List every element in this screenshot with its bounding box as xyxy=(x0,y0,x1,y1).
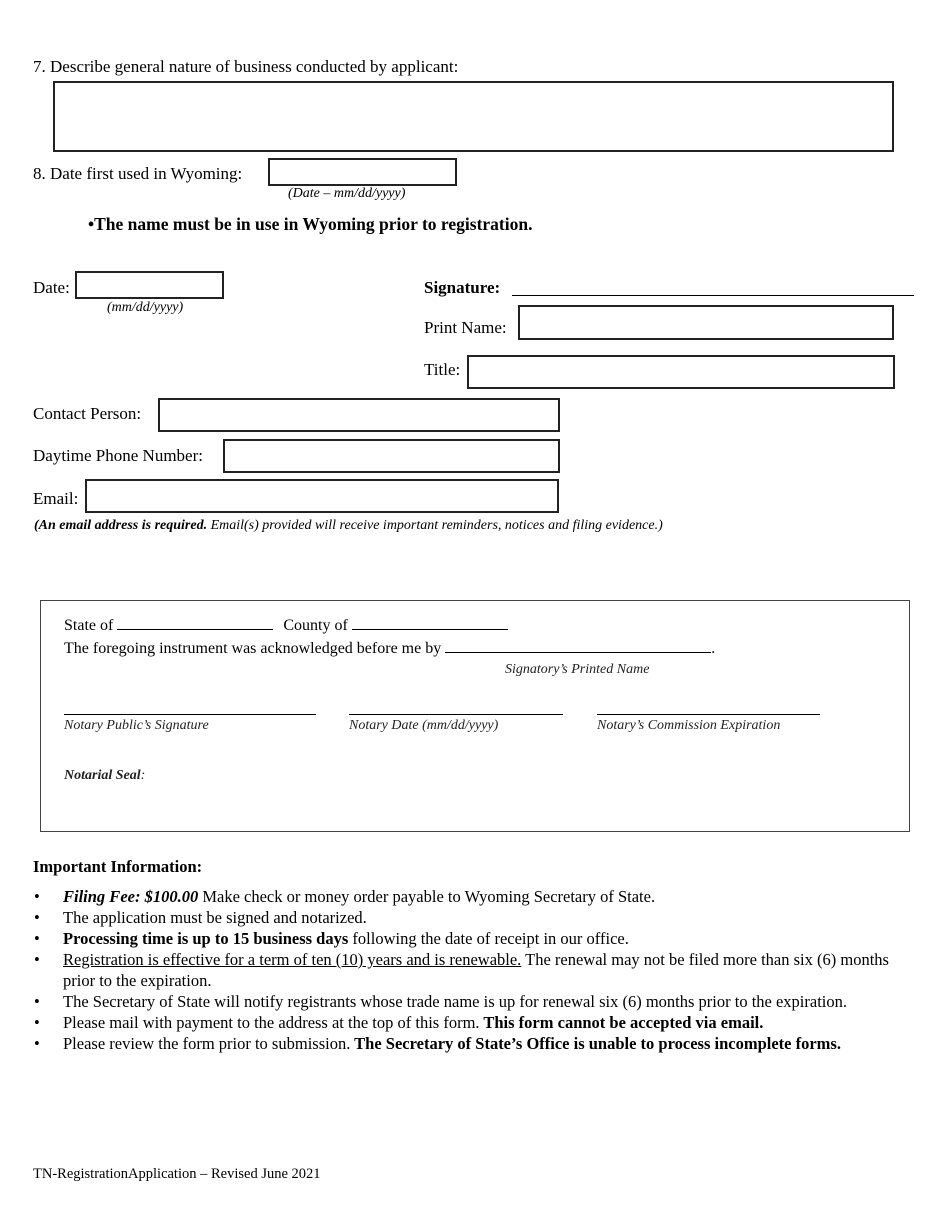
notary-signature-line[interactable] xyxy=(64,714,316,715)
county-blank[interactable] xyxy=(352,628,508,630)
notarial-seal-label xyxy=(64,768,145,784)
q8-date-hint: (Date – mm/dd/yyyy) xyxy=(288,186,406,201)
filing-fee: Filing Fee: $100.00 xyxy=(63,887,199,906)
state-blank[interactable] xyxy=(117,628,273,630)
processing-time-detail: following the date of receipt in our office. xyxy=(348,929,629,948)
notary-date-line[interactable] xyxy=(349,714,563,715)
title-field[interactable] xyxy=(467,355,895,389)
list-item xyxy=(34,928,894,949)
daytime-phone-field[interactable] xyxy=(223,439,560,473)
filing-fee-detail: Make check or money order payable to Wyoming Secretary of State. xyxy=(198,887,656,906)
notary-section xyxy=(40,600,910,832)
list-item xyxy=(34,886,894,907)
email-note-detail: Email(s) provided will receive important reminders, notices and filing evidence.) xyxy=(207,518,663,533)
bullet: • xyxy=(34,1034,40,1053)
signature-label: Signature: xyxy=(424,278,501,297)
acknowledged-period: . xyxy=(711,640,716,657)
date-first-used-field[interactable] xyxy=(268,158,457,186)
q7-label: 7. Describe general nature of business conducted by applicant: xyxy=(33,57,459,76)
print-name-label: Print Name: xyxy=(424,318,507,337)
notary-date-caption: Notary Date (mm/dd/yyyy) xyxy=(349,718,499,733)
email-label: Email: xyxy=(33,489,79,508)
date-label: Date: xyxy=(33,278,70,297)
form-footer: TN-RegistrationApplication – Revised June 2021 xyxy=(33,1166,321,1182)
review-instructions: Please review the form prior to submission. xyxy=(63,1034,351,1053)
list-item xyxy=(34,1033,894,1054)
signature-line[interactable] xyxy=(512,295,914,296)
notarize-requirement: The application must be signed and notarized. xyxy=(63,908,367,927)
list-item xyxy=(34,949,894,991)
signature-date-field[interactable] xyxy=(75,271,224,299)
q8-label: 8. Date first used in Wyoming: xyxy=(33,164,243,183)
contact-person-label: Contact Person: xyxy=(33,404,142,423)
signature-date-hint: (mm/dd/yyyy) xyxy=(107,300,184,315)
email-note-required: (An email address is required. xyxy=(34,518,208,533)
renewal-notice: The Secretary of State will notify registrants whose trade name is up for renewal six (6) months prior to the expiration. xyxy=(63,992,847,1011)
commission-expiration-line[interactable] xyxy=(597,714,820,715)
bullet: • xyxy=(34,929,40,948)
signatory-printed-name-caption: Signatory’s Printed Name xyxy=(505,662,650,677)
bullet: • xyxy=(34,1013,40,1032)
list-item xyxy=(34,991,894,1012)
business-description-field[interactable] xyxy=(53,81,894,152)
list-item xyxy=(34,1012,894,1033)
mail-instructions: Please mail with payment to the address at the top of this form. xyxy=(63,1013,480,1032)
notarial-seal-colon: : xyxy=(140,768,146,783)
commission-expiration-caption: Notary’s Commission Expiration xyxy=(597,718,781,733)
registration-term: Registration is effective for a term of ten (10) years and is renewable. xyxy=(63,950,522,969)
title-label: Title: xyxy=(424,360,461,379)
no-email-notice: This form cannot be accepted via email. xyxy=(479,1013,764,1032)
signatory-name-blank[interactable] xyxy=(445,651,711,653)
bullet: • xyxy=(34,887,40,906)
bullet: • xyxy=(34,992,40,1011)
state-of-label: State of xyxy=(64,617,114,634)
processing-time: Processing time is up to 15 business days xyxy=(63,929,349,948)
incomplete-forms-notice: The Secretary of State’s Office is unable to process incomplete forms. xyxy=(350,1034,841,1053)
bullet: • xyxy=(34,950,40,969)
notarial-seal-text: Notarial Seal xyxy=(64,768,141,783)
county-of-label: County of xyxy=(283,617,348,634)
notary-signature-caption: Notary Public’s Signature xyxy=(64,718,209,733)
print-name-field[interactable] xyxy=(518,305,894,340)
important-info-list xyxy=(34,886,894,1054)
email-field[interactable] xyxy=(85,479,559,513)
acknowledged-text: The foregoing instrument was acknowledged before me by xyxy=(64,640,442,657)
renewal-detail: The renewal may not be filed more than six (6) months prior to the expiration. xyxy=(63,950,889,990)
email-note xyxy=(34,518,663,534)
usage-requirement-note: •The name must be in use in Wyoming prior to registration. xyxy=(88,214,533,234)
notary-acknowledged-line xyxy=(64,640,715,658)
important-info-heading: Important Information: xyxy=(33,857,203,876)
phone-label: Daytime Phone Number: xyxy=(33,446,203,465)
contact-person-field[interactable] xyxy=(158,398,560,432)
list-item xyxy=(34,907,894,928)
notary-state-county-line xyxy=(64,617,508,635)
bullet: • xyxy=(34,908,40,927)
